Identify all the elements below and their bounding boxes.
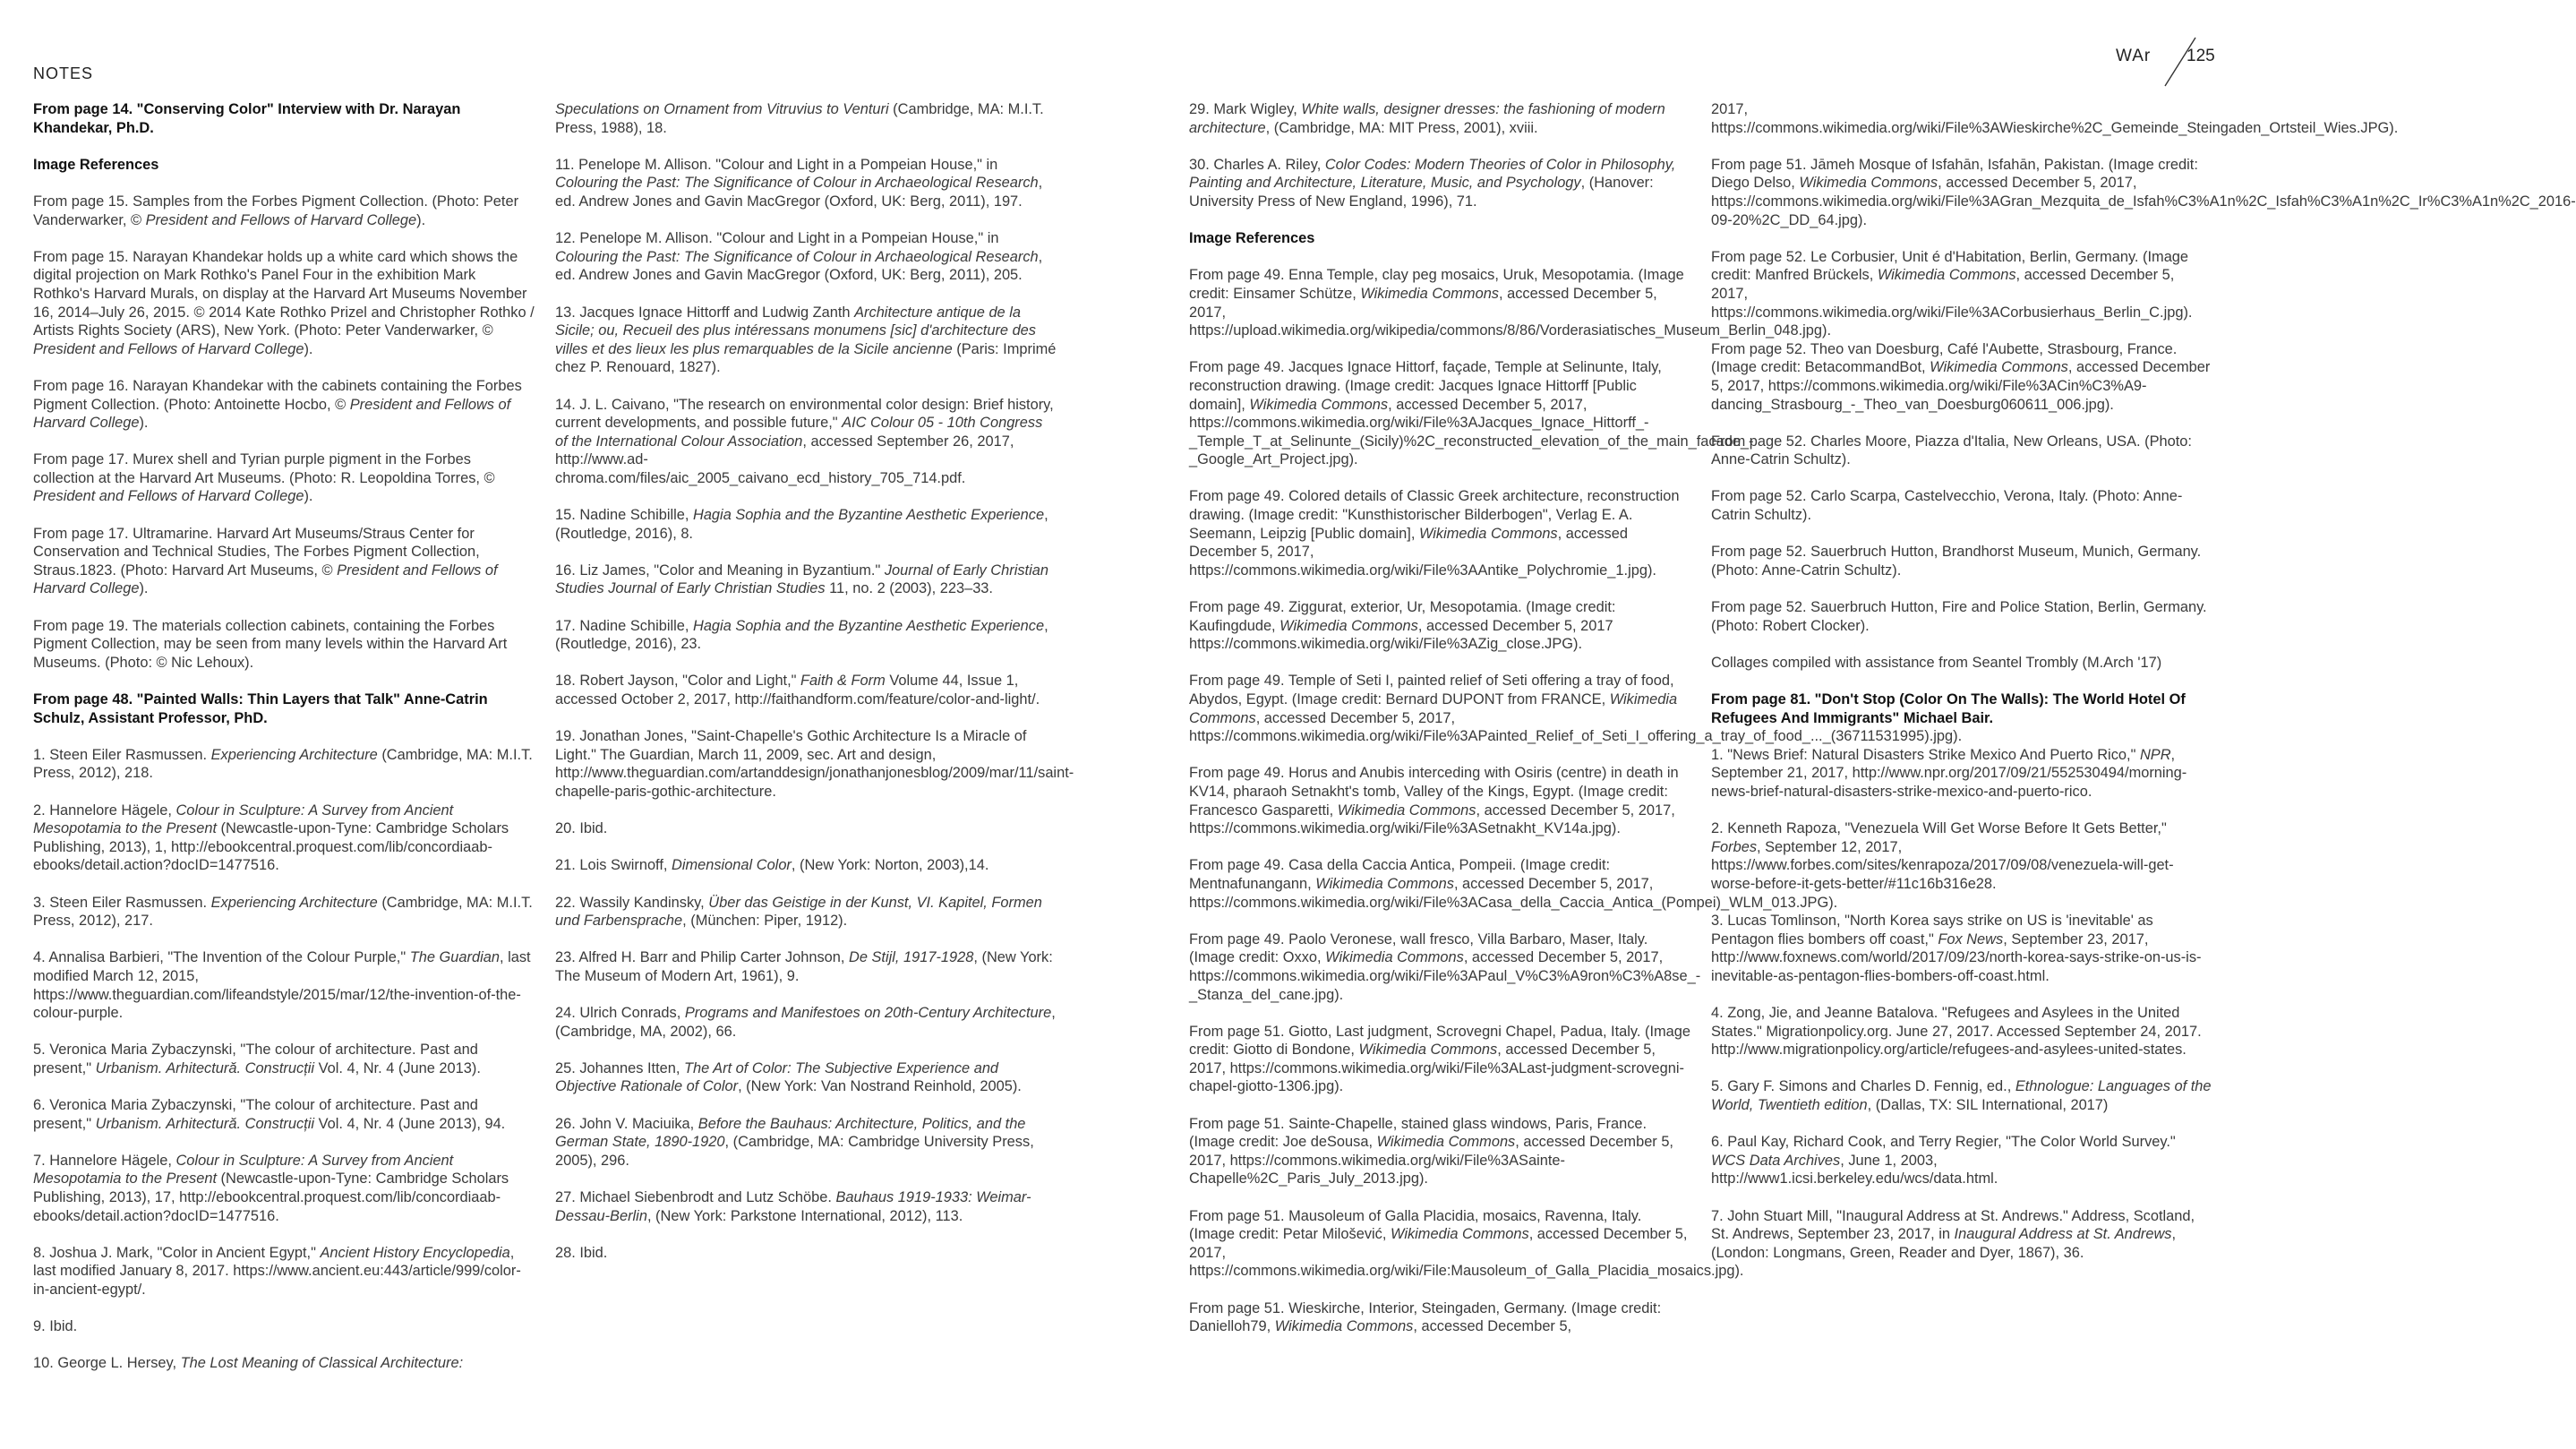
italic-title: Wikimedia Commons	[1325, 949, 1464, 966]
note-text: , (Cambridge, MA: MIT Press, 2001), xviii.	[1265, 119, 1538, 136]
section-heading	[33, 690, 535, 727]
note-text: From page 49. Temple of Seti I, painted relief of Seti offering a tray of food, Abydos, Egypt. (Image credit: Bernard DUPONT from FRANCE,	[1189, 673, 1674, 707]
note-entry	[1189, 100, 1690, 137]
note-entry	[1711, 340, 2212, 414]
italic-title: Wikimedia Commons	[1315, 875, 1454, 892]
note-text: , ed. Andrew Jones and Gavin MacGregor (Oxford, UK: Berg, 2011), 197.	[555, 175, 1043, 210]
note-entry	[1711, 912, 2212, 985]
note-text: , last modified March 12, 2015, https://www.theguardian.com/lifeandstyle/2015/mar/12/the-invention-of-the-colour-purple.	[33, 949, 531, 1022]
note-text: 28. Ibid.	[555, 1244, 608, 1261]
note-text: , accessed December 5, 2017, https://commons.wikimedia.org/wiki/File%3APainted_Relief_of_Seti_I_offering_a_tray_of_food_..._(36711531995).jpg).	[1189, 709, 1963, 745]
italic-title: Über das Geistige in der Kunst, VI. Kapitel, Formen und Farbensprache	[555, 894, 1042, 930]
italic-title: Wikimedia Commons	[1358, 1042, 1498, 1059]
note-entry	[1711, 543, 2212, 579]
note-text: 11. Penelope M. Allison. "Colour and Light in a Pompeian House," in	[555, 156, 998, 173]
note-entry	[555, 1188, 1057, 1225]
note-text: , (Routledge, 2016), 23.	[555, 617, 1048, 653]
note-text: (Cambridge, MA: M.I.T. Press, 1988), 18.	[555, 101, 1044, 136]
note-text: From page 51. Giotto, Last judgment, Scrovegni Chapel, Padua, Italy. (Image credit: Giotto di Bondone,	[1189, 1023, 1691, 1059]
note-entry	[555, 506, 1057, 543]
note-entry	[1711, 1004, 2212, 1059]
note-text: 4. Zong, Jie, and Jeanne Batalova. "Refugees and Asylees in the United States." Migrationpolicy.org. June 27, 2017. Accessed September 24, 2017. http://www.migrationpolicy.org/article/refugees-and-asylees-united-states.	[1711, 1005, 2202, 1059]
italic-title: Wikimedia Commons	[1360, 285, 1499, 302]
note-text: From page 19. The materials collection cabinets, containing the Forbes Pigment Collection, may be seen from many levels within the Harvard Art Museums. (Photo: © Nic Lehoux).	[33, 617, 508, 671]
note-text: , (München: Piper, 1912).	[682, 913, 848, 930]
note-text: , accessed December 5, 2017, https://commons.wikimedia.org/wiki/File%3ACasa_della_Caccia_Antica_(Pompei)_WLM_013.JPG).	[1189, 875, 1838, 911]
note-text: 11, no. 2 (2003), 223–33.	[825, 580, 993, 597]
italic-title: Hagia Sophia and the Byzantine Aesthetic Experience	[692, 507, 1045, 524]
note-text: , accessed December 5, 2017, https://commons.wikimedia.org/wiki/File%3ACorbusierhaus_Berlin_C.jpg).	[1711, 267, 2193, 321]
italic-title: Wikimedia Commons	[1279, 617, 1418, 634]
italic-title: Speculations on Ornament from Vitruvius to Venturi	[555, 101, 889, 117]
italic-title: The Guardian	[409, 949, 500, 966]
note-entry	[1189, 1023, 1690, 1096]
note-text: 10. George L. Hersey,	[33, 1355, 181, 1372]
note-entry	[1711, 746, 2212, 802]
italic-title: Programs and Manifestoes on 20th-Century Architecture	[684, 1005, 1052, 1022]
note-entry	[555, 1244, 1057, 1263]
note-entry	[1189, 1299, 1690, 1336]
italic-title: Wikimedia Commons	[1391, 1226, 1529, 1243]
section-heading	[1189, 229, 1690, 248]
section-heading	[33, 156, 535, 175]
note-text: Image References	[33, 156, 159, 173]
italic-title: Wikimedia Commons	[1337, 802, 1476, 819]
note-text: 30. Charles A. Riley,	[1189, 156, 1325, 173]
note-text: Vol. 4, Nr. 4 (June 2013), 94.	[314, 1115, 506, 1132]
note-entry	[1189, 358, 1754, 469]
section-heading	[33, 100, 535, 137]
italic-title: NPR	[2139, 746, 2171, 763]
note-text: From page 14. "Conserving Color" Interview with Dr. Narayan Khandekar, Ph.D.	[33, 101, 461, 136]
italic-title: Urbanism. Arhitectură. Construcții	[95, 1059, 315, 1076]
note-text: From page 52. Charles Moore, Piazza d'Italia, New Orleans, USA. (Photo: Anne-Catrin Schultz).	[1711, 433, 2192, 468]
italic-title: Color Codes: Modern Theories of Color in Philosophy, Painting and Architecture, Literature, Music, and Psychology	[1189, 156, 1676, 192]
note-entry	[33, 1041, 535, 1077]
note-text: From page 52. Sauerbruch Hutton, Brandhorst Museum, Munich, Germany. (Photo: Anne-Catrin Schultz).	[1711, 544, 2202, 579]
note-text: 4. Annalisa Barbieri, "The Invention of the Colour Purple,"	[33, 949, 410, 966]
note-text: , (New York: Parkstone International, 2012), 113.	[646, 1207, 963, 1224]
italic-title: President and Fellows of Harvard College	[33, 488, 304, 505]
note-text: ).	[139, 415, 149, 432]
italic-title: President and Fellows of Harvard College	[33, 340, 304, 357]
note-text: From page 51. Mausoleum of Galla Placidia, mosaics, Ravenna, Italy. (Image credit: Petar Milošević,	[1189, 1207, 1642, 1243]
note-text: 24. Ulrich Conrads,	[555, 1005, 685, 1022]
note-text: , ed. Andrew Jones and Gavin MacGregor (Oxford, UK: Berg, 2011), 205.	[555, 248, 1043, 284]
note-text: 13. Jacques Ignace Hittorff and Ludwig Zanth	[555, 304, 855, 321]
note-text: From page 49. Colored details of Classic Greek architecture, reconstruction drawing. (Image credit: "Kunsthistorischer Bilderbogen", Verlag E. A. Seemann, Leipzig [Public domain],	[1189, 488, 1680, 542]
note-entry	[555, 672, 1057, 708]
note-text: 12. Penelope M. Allison. "Colour and Light in a Pompeian House," in	[555, 230, 999, 247]
italic-title: White walls, designer dresses: the fashioning of modern architecture	[1189, 101, 1665, 136]
italic-title: Fox News	[1938, 930, 2004, 947]
italic-title: AIC Colour 05 - 10th Congress of the International Colour Association	[555, 415, 1043, 450]
italic-title: Colour in Sculpture: A Survey from Ancient Mesopotamia to the Present	[33, 802, 454, 837]
note-text: 19. Jonathan Jones, "Saint-Chapelle's Gothic Architecture Is a Miracle of Light." The Guardian, March 11, 2009, sec. Art and design, http://www.theguardian.com/artanddesign/jonathanjonesblog/2009/mar/11/saint-chapelle-paris-gothic-architecture.	[555, 728, 1074, 800]
note-text: , (New York: Norton, 2003),14.	[791, 857, 989, 874]
note-entry	[1189, 1207, 1744, 1281]
note-text: , (Hanover: University Press of New England, 1996), 71.	[1189, 175, 1654, 210]
italic-title: Forbes	[1711, 838, 1758, 855]
note-text: 20. Ibid.	[555, 820, 608, 837]
italic-title: Colouring the Past: The Significance of Colour in Archaeological Research	[555, 248, 1039, 265]
note-text: , accessed December 5, 2017, https://commons.wikimedia.org/wiki/File%3AGran_Mezquita_de_Isfah%C3%A1n%2C_Isfah%C3%A1n%2C_Ir%C3%A1n%2C_2016-09-20%2C_DD_64.jpg).	[1711, 175, 2576, 228]
note-entry	[555, 229, 1057, 285]
note-entry	[1189, 598, 1690, 654]
note-text: , accessed December 5, 2017, https://commons.wikimedia.org/wiki/File%3ACin%C3%A9-dancing_Strasbourg_-_Theo_van_Doesburg060611_006.jpg).	[1711, 359, 2211, 413]
italic-title: Bauhaus 1919-1933: Weimar-Dessau-Berlin	[555, 1189, 1031, 1224]
note-text: 26. John V. Maciuika,	[555, 1115, 698, 1132]
note-text: 7. John Stuart Mill, "Inaugural Address at St. Andrews." Address, Scotland, St. Andrews, September 23, 2017, in	[1711, 1207, 2195, 1243]
note-text: From page 49. Paolo Veronese, wall fresco, Villa Barbaro, Maser, Italy. (Image credit: Oxxo,	[1189, 930, 1648, 966]
note-text: 8. Joshua J. Mark, "Color in Ancient Egypt,"	[33, 1244, 321, 1261]
italic-title: Wikimedia Commons	[1249, 396, 1389, 413]
note-entry	[1711, 100, 2399, 137]
note-text: 5. Gary F. Simons and Charles D. Fennig, ed.,	[1711, 1078, 2015, 1095]
italic-title: Experiencing Architecture	[210, 894, 378, 911]
note-text: From page 49. Jacques Ignace Hittorf, façade, Temple at Selinunte, Italy, reconstruction drawing. (Image credit: Jacques Ignace Hittorff [Public domain],	[1189, 359, 1662, 413]
note-text: 29. Mark Wigley,	[1189, 101, 1302, 117]
note-text: 1. Steen Eiler Rasmussen.	[33, 746, 211, 763]
italic-title: Urbanism. Arhitectură. Construcții	[95, 1115, 315, 1132]
section-heading	[1711, 690, 2212, 727]
italic-title: Wikimedia Commons	[1274, 1318, 1414, 1335]
note-text: 18. Robert Jayson, "Color and Light,"	[555, 673, 801, 690]
note-entry	[555, 1004, 1057, 1041]
note-entry	[555, 617, 1057, 654]
note-text: 16. Liz James, "Color and Meaning in Byzantium."	[555, 562, 885, 579]
notes-column-1	[33, 100, 535, 1392]
note-text: (Cambridge, MA: M.I.T. Press, 2012), 217.	[33, 894, 533, 930]
note-entry	[33, 1354, 535, 1373]
note-text: 14. J. L. Caivano, "The research on environmental color design: Brief history, current developments, and possible future,"	[555, 396, 1054, 432]
note-entry	[555, 948, 1057, 985]
note-entry	[555, 1059, 1057, 1096]
note-text: , September 23, 2017, http://www.foxnews.com/world/2017/09/23/north-korea-says-strike-on-us-is-inevitable-as-pentagon-flies-bombers-off-coast.html.	[1711, 930, 2202, 984]
note-entry	[33, 1152, 535, 1225]
note-text: From page 17. Ultramarine. Harvard Art Museums/Straus Center for Conservation and Technical Studies, The Forbes Pigment Collection, Straus.1823. (Photo: Harvard Art Museums, ©	[33, 525, 480, 579]
note-text: , (New York: Van Nostrand Reinhold, 2005).	[738, 1078, 1022, 1095]
note-text: 2. Kenneth Rapoza, "Venezuela Will Get Worse Before It Gets Better,"	[1711, 820, 2167, 837]
note-text: , (New York: The Museum of Modern Art, 1961), 9.	[555, 949, 1053, 984]
note-entry	[1711, 598, 2212, 635]
italic-title: Faith & Form	[800, 673, 886, 690]
note-text: 23. Alfred H. Barr and Philip Carter Johnson,	[555, 949, 849, 966]
note-text: 3. Lucas Tomlinson, "North Korea says strike on US is 'inevitable' as Pentagon flies bombers off coast,"	[1711, 913, 2153, 947]
note-text: From page 17. Murex shell and Tyrian purple pigment in the Forbes collection at the Harvard Art Museums. (Photo: R. Leopoldina Torres, ©	[33, 451, 495, 486]
note-text: From page 51. Sainte-Chapelle, stained glass windows, Paris, France. (Image credit: Joe deSousa,	[1189, 1115, 1647, 1151]
note-text: 9. Ibid.	[33, 1318, 78, 1335]
note-entry	[1189, 930, 1701, 1004]
notes-heading: NOTES	[33, 64, 94, 82]
italic-title: Wikimedia Commons	[1930, 359, 2068, 376]
italic-title: Wikimedia Commons	[1189, 691, 1678, 726]
note-text: From page 81. "Don't Stop (Color On The Walls): The World Hotel Of Refugees And Immigrants" Michael Bair.	[1711, 691, 2186, 726]
note-text: From page 52. Carlo Scarpa, Castelvecchio, Verona, Italy. (Photo: Anne-Catrin Schultz).	[1711, 488, 2183, 524]
note-entry	[555, 562, 1057, 598]
note-text: (Newcastle-upon-Tyne: Cambridge Scholars Publishing, 2013), 17, http://ebookcentral.proquest.com/lib/concordiaab-ebooks/detail.action?docID=1477516.	[33, 1170, 509, 1224]
note-entry	[555, 819, 1057, 838]
note-text: (Cambridge, MA: M.I.T. Press, 2012), 218.	[33, 746, 533, 782]
note-entry	[555, 856, 1057, 875]
note-entry	[33, 1244, 535, 1299]
note-entry	[1711, 433, 2212, 469]
note-text: 27. Michael Siebenbrodt and Lutz Schöbe.	[555, 1189, 836, 1206]
italic-title: WCS Data Archives	[1711, 1152, 1841, 1169]
note-text: , last modified January 8, 2017. https://www.ancient.eu:443/article/999/color-in-ancient-egypt/.	[33, 1244, 521, 1298]
note-text: , (Dallas, TX: SIL International, 2017)	[1867, 1097, 2109, 1114]
note-text: Image References	[1189, 230, 1315, 247]
note-entry	[1711, 819, 2212, 893]
note-entry	[1189, 266, 1832, 339]
note-text: 17. Nadine Schibille,	[555, 617, 693, 634]
italic-title: Wikimedia Commons	[1376, 1134, 1516, 1151]
italic-title: Colour in Sculpture: A Survey from Ancient Mesopotamia to the Present	[33, 1152, 454, 1187]
note-entry	[1189, 856, 1838, 912]
note-entry	[555, 304, 1057, 377]
note-entry	[555, 156, 1057, 211]
italic-title: Dimensional Color	[671, 857, 792, 874]
note-text: From page 49. Casa della Caccia Antica, Pompeii. (Image credit: Mentnafunangann,	[1189, 857, 1611, 892]
note-text: , accessed December 5, 2017, https://upload.wikimedia.org/wikipedia/commons/8/86/Vorderasiatisches_Museum_Berlin_048.jpg).	[1189, 285, 1832, 339]
journal-name: WAr	[2116, 47, 2152, 65]
note-text: 2. Hannelore Hägele,	[33, 802, 176, 819]
italic-title: Architecture antique de la Sicile; ou, Recueil des plus intéressans monumens [sic] d'architecture des villes et des lieux les plus remarquables de la Sicile ancienne	[555, 304, 1036, 357]
note-text: , (Routledge, 2016), 8.	[555, 507, 1048, 542]
italic-title: Journal of Early Christian Studies Journal of Early Christian Studies	[555, 562, 1048, 597]
note-text: From page 16. Narayan Khandekar with the cabinets containing the Forbes Pigment Collection. (Photo: Antoinette Hocbo, ©	[33, 377, 522, 413]
note-text: From page 49. Horus and Anubis interceding with Osiris (centre) in death in KV14, pharaoh Setnakht's tomb, Valley of the Kings, Egypt. (Image credit: Francesco Gasparetti,	[1189, 765, 1679, 819]
notes-column-4	[1711, 100, 2576, 1281]
note-text: 22. Wassily Kandinsky,	[555, 894, 709, 911]
note-entry	[1711, 248, 2212, 322]
italic-title: Hagia Sophia and the Byzantine Aesthetic Experience	[692, 617, 1045, 634]
italic-title: President and Fellows of Harvard College	[33, 396, 511, 432]
note-text: From page 51. Jāmeh Mosque of Isfahān, Isfahān, Pakistan. (Image credit: Diego Delso,	[1711, 156, 2198, 192]
note-text: , (Cambridge, MA: Cambridge University Press, 2005), 296.	[555, 1134, 1034, 1169]
note-entry	[1189, 487, 1690, 579]
note-text: ).	[304, 488, 313, 505]
note-entry	[33, 193, 535, 229]
note-text: , accessed September 26, 2017, http://www.ad-chroma.com/files/aic_2005_caivano_ecd_history_705_714.pdf.	[555, 433, 1014, 486]
note-text: , accessed December 5, 2017, https://commons.wikimedia.org/wiki/File%3APaul_V%C3%A9ron%C3%A8se_-_Stanza_del_cane.jpg).	[1189, 949, 1701, 1003]
note-entry	[33, 525, 535, 598]
note-text: , accessed December 5, 2017, https://commons.wikimedia.org/wiki/File%3AJacques_Ignace_Hittorff_-_Temple_T_at_Selinunte_(Sicily)%2C_reconstructed_elevation_of_the_main_facade_-_Google_Art_Project.jpg).	[1189, 396, 1754, 468]
note-entry	[1711, 654, 2212, 673]
note-entry	[33, 1317, 535, 1336]
page-number: 125	[2187, 47, 2215, 65]
italic-title: Before the Bauhaus: Architecture, Politics, and the German State, 1890-1920	[555, 1115, 1026, 1151]
note-entry	[1711, 1133, 2212, 1188]
notes-column-2	[555, 100, 1074, 1281]
note-text: , accessed December 5, 2017, https://commons.wikimedia.org/wiki/File%3ALast-judgment-scrovegni-chapel-giotto-1306.jpg).	[1189, 1042, 1684, 1095]
note-text: , accessed December 5,	[1413, 1318, 1572, 1335]
note-text: From page 49. Ziggurat, exterior, Ur, Mesopotamia. (Image credit: Kaufingdude,	[1189, 599, 1616, 634]
note-text: 2017, https://commons.wikimedia.org/wiki/File%3AWieskirche%2C_Gemeinde_Steingaden_Ortsteil_Wies.JPG).	[1711, 101, 2399, 136]
note-text: 25. Johannes Itten,	[555, 1059, 684, 1076]
note-text: 6. Veronica Maria Zybaczynski, "The colour of architecture. Past and present,"	[33, 1097, 478, 1132]
note-text: , accessed December 5, 2017, https://commons.wikimedia.org/wiki/File%3ASainte-Chapelle%2C_Paris_July_2013.jpg).	[1189, 1134, 1673, 1187]
note-text: From page 15. Narayan Khandekar holds up a white card which shows the digital projection on Mark Rothko's Panel Four in the exhibition Mark Rothko's Harvard Murals, on display at the Harvard Art Museums November 16, 2014–July 26, 2015. © 2014 Kate Rothko Prizel and Christopher Rothko / Artists Rights Society (ARS), New York. (Photo: Peter Vanderwarker, ©	[33, 248, 535, 339]
note-entry	[33, 1096, 535, 1133]
italic-title: The Art of Color: The Subjective Experience and Objective Rationale of Color	[555, 1059, 999, 1095]
note-text: , accessed December 5, 2017 https://commons.wikimedia.org/wiki/File%3AZig_close.JPG).	[1189, 617, 1613, 653]
note-text: 3. Steen Eiler Rasmussen.	[33, 894, 211, 911]
note-text: 15. Nadine Schibille,	[555, 507, 693, 524]
note-text: 6. Paul Kay, Richard Cook, and Terry Regier, "The Color World Survey."	[1711, 1134, 2176, 1151]
note-text: From page 52. Sauerbruch Hutton, Fire and Police Station, Berlin, Germany. (Photo: Robert Clocker).	[1711, 599, 2207, 634]
note-text: ).	[416, 211, 426, 228]
note-entry	[555, 1115, 1057, 1170]
note-text: Vol. 4, Nr. 4 (June 2013).	[314, 1059, 481, 1076]
note-text: From page 48. "Painted Walls: Thin Layers that Talk" Anne-Catrin Schulz, Assistant Professor, PhD.	[33, 691, 488, 726]
italic-title: Ancient History Encyclopedia	[320, 1244, 510, 1261]
note-text: , accessed December 5, 2017, https://commons.wikimedia.org/wiki/File%3ASetnakht_KV14a.jpg).	[1189, 802, 1675, 837]
note-text: Volume 44, Issue 1, accessed October 2, 2017, http://faithandform.com/feature/color-and-light/.	[555, 673, 1040, 707]
note-entry	[33, 617, 535, 673]
note-text: From page 52. Theo van Doesburg, Café l'Aubette, Strasbourg, France. (Image credit: BetacommandBot,	[1711, 340, 2178, 376]
note-text: ).	[139, 580, 149, 597]
note-text: , accessed December 5, 2017, https://commons.wikimedia.org/wiki/File:Mausoleum_of_Galla_Placidia_mosaics.jpg).	[1189, 1226, 1744, 1280]
note-text: From page 52. Le Corbusier, Unit é d'Habitation, Berlin, Germany. (Image credit: Manfred Brückels,	[1711, 248, 2189, 284]
italic-title: Ethnologue: Languages of the World, Twentieth edition	[1711, 1078, 2212, 1114]
note-entry	[33, 450, 535, 506]
note-entry	[555, 100, 1057, 137]
italic-title: Experiencing Architecture	[210, 746, 378, 763]
italic-title: Wikimedia Commons	[1799, 175, 1938, 192]
italic-title: Wikimedia Commons	[1418, 525, 1558, 542]
note-text: , (Cambridge, MA, 2002), 66.	[555, 1005, 1056, 1040]
note-entry	[33, 802, 535, 875]
note-text: ).	[304, 340, 313, 357]
note-text: 21. Lois Swirnoff,	[555, 857, 672, 874]
note-entry	[1189, 1115, 1690, 1188]
note-entry	[1189, 764, 1690, 837]
note-text: 7. Hannelore Hägele,	[33, 1152, 176, 1169]
note-entry	[1189, 156, 1690, 211]
note-text: From page 15. Samples from the Forbes Pigment Collection. (Photo: Peter Vanderwarker, ©	[33, 193, 519, 228]
note-entry	[555, 727, 1074, 801]
italic-title: De Stijl, 1917-1928	[848, 949, 974, 966]
note-text: 5. Veronica Maria Zybaczynski, "The colour of architecture. Past and present,"	[33, 1042, 478, 1076]
note-entry	[33, 948, 535, 1022]
note-text: , September 12, 2017, https://www.forbes.com/sites/kenrapoza/2017/09/08/venezuela-will-get-worse-before-it-gets-better/#11c16b316e28.	[1711, 838, 2174, 892]
note-text: , (London: Longmans, Green, Reader and Dyer, 1867), 36.	[1711, 1226, 2177, 1261]
note-text: (Paris: Imprimé chez P. Renouard, 1827).	[555, 340, 1057, 376]
note-entry	[33, 894, 535, 930]
note-text: 1. "News Brief: Natural Disasters Strike Mexico And Puerto Rico,"	[1711, 746, 2140, 763]
note-entry	[33, 746, 535, 783]
italic-title: Colouring the Past: The Significance of Colour in Archaeological Research	[555, 175, 1039, 192]
note-entry	[555, 396, 1057, 488]
note-entry	[33, 248, 535, 359]
italic-title: Wikimedia Commons	[1877, 267, 2016, 284]
italic-title: President and Fellows of Harvard College	[33, 562, 498, 597]
note-text: , September 21, 2017, http://www.npr.org/2017/09/21/552530494/morning-news-brief-natural-disasters-strike-mexico-and-puerto-rico.	[1711, 746, 2187, 800]
note-text: From page 51. Wieskirche, Interior, Steingaden, Germany. (Image credit: Danielloh79,	[1189, 1299, 1662, 1335]
note-entry	[33, 377, 535, 433]
note-entry	[1711, 1207, 2212, 1263]
note-entry	[1711, 156, 2576, 229]
note-text: Collages compiled with assistance from Seantel Trombly (M.Arch '17)	[1711, 654, 2162, 671]
note-entry	[1711, 1077, 2212, 1114]
italic-title: Inaugural Address at St. Andrews	[1954, 1226, 2172, 1243]
note-text: , accessed December 5, 2017, https://commons.wikimedia.org/wiki/File%3AAntike_Polychromie_1.jpg).	[1189, 525, 1656, 579]
note-text: From page 49. Enna Temple, clay peg mosaics, Uruk, Mesopotamia. (Image credit: Einsamer Schütze,	[1189, 267, 1684, 302]
note-entry	[1711, 487, 2212, 524]
note-entry	[555, 894, 1057, 930]
italic-title: The Lost Meaning of Classical Architecture:	[180, 1355, 464, 1372]
note-text: (Newcastle-upon-Tyne: Cambridge Scholars Publishing, 2013), 1, http://ebookcentral.proquest.com/lib/concordiaab-ebooks/detail.action?docID=1477516.	[33, 820, 509, 874]
italic-title: President and Fellows of Harvard College	[145, 211, 417, 228]
note-text: , June 1, 2003, http://www1.icsi.berkeley.edu/wcs/data.html.	[1711, 1152, 1998, 1187]
